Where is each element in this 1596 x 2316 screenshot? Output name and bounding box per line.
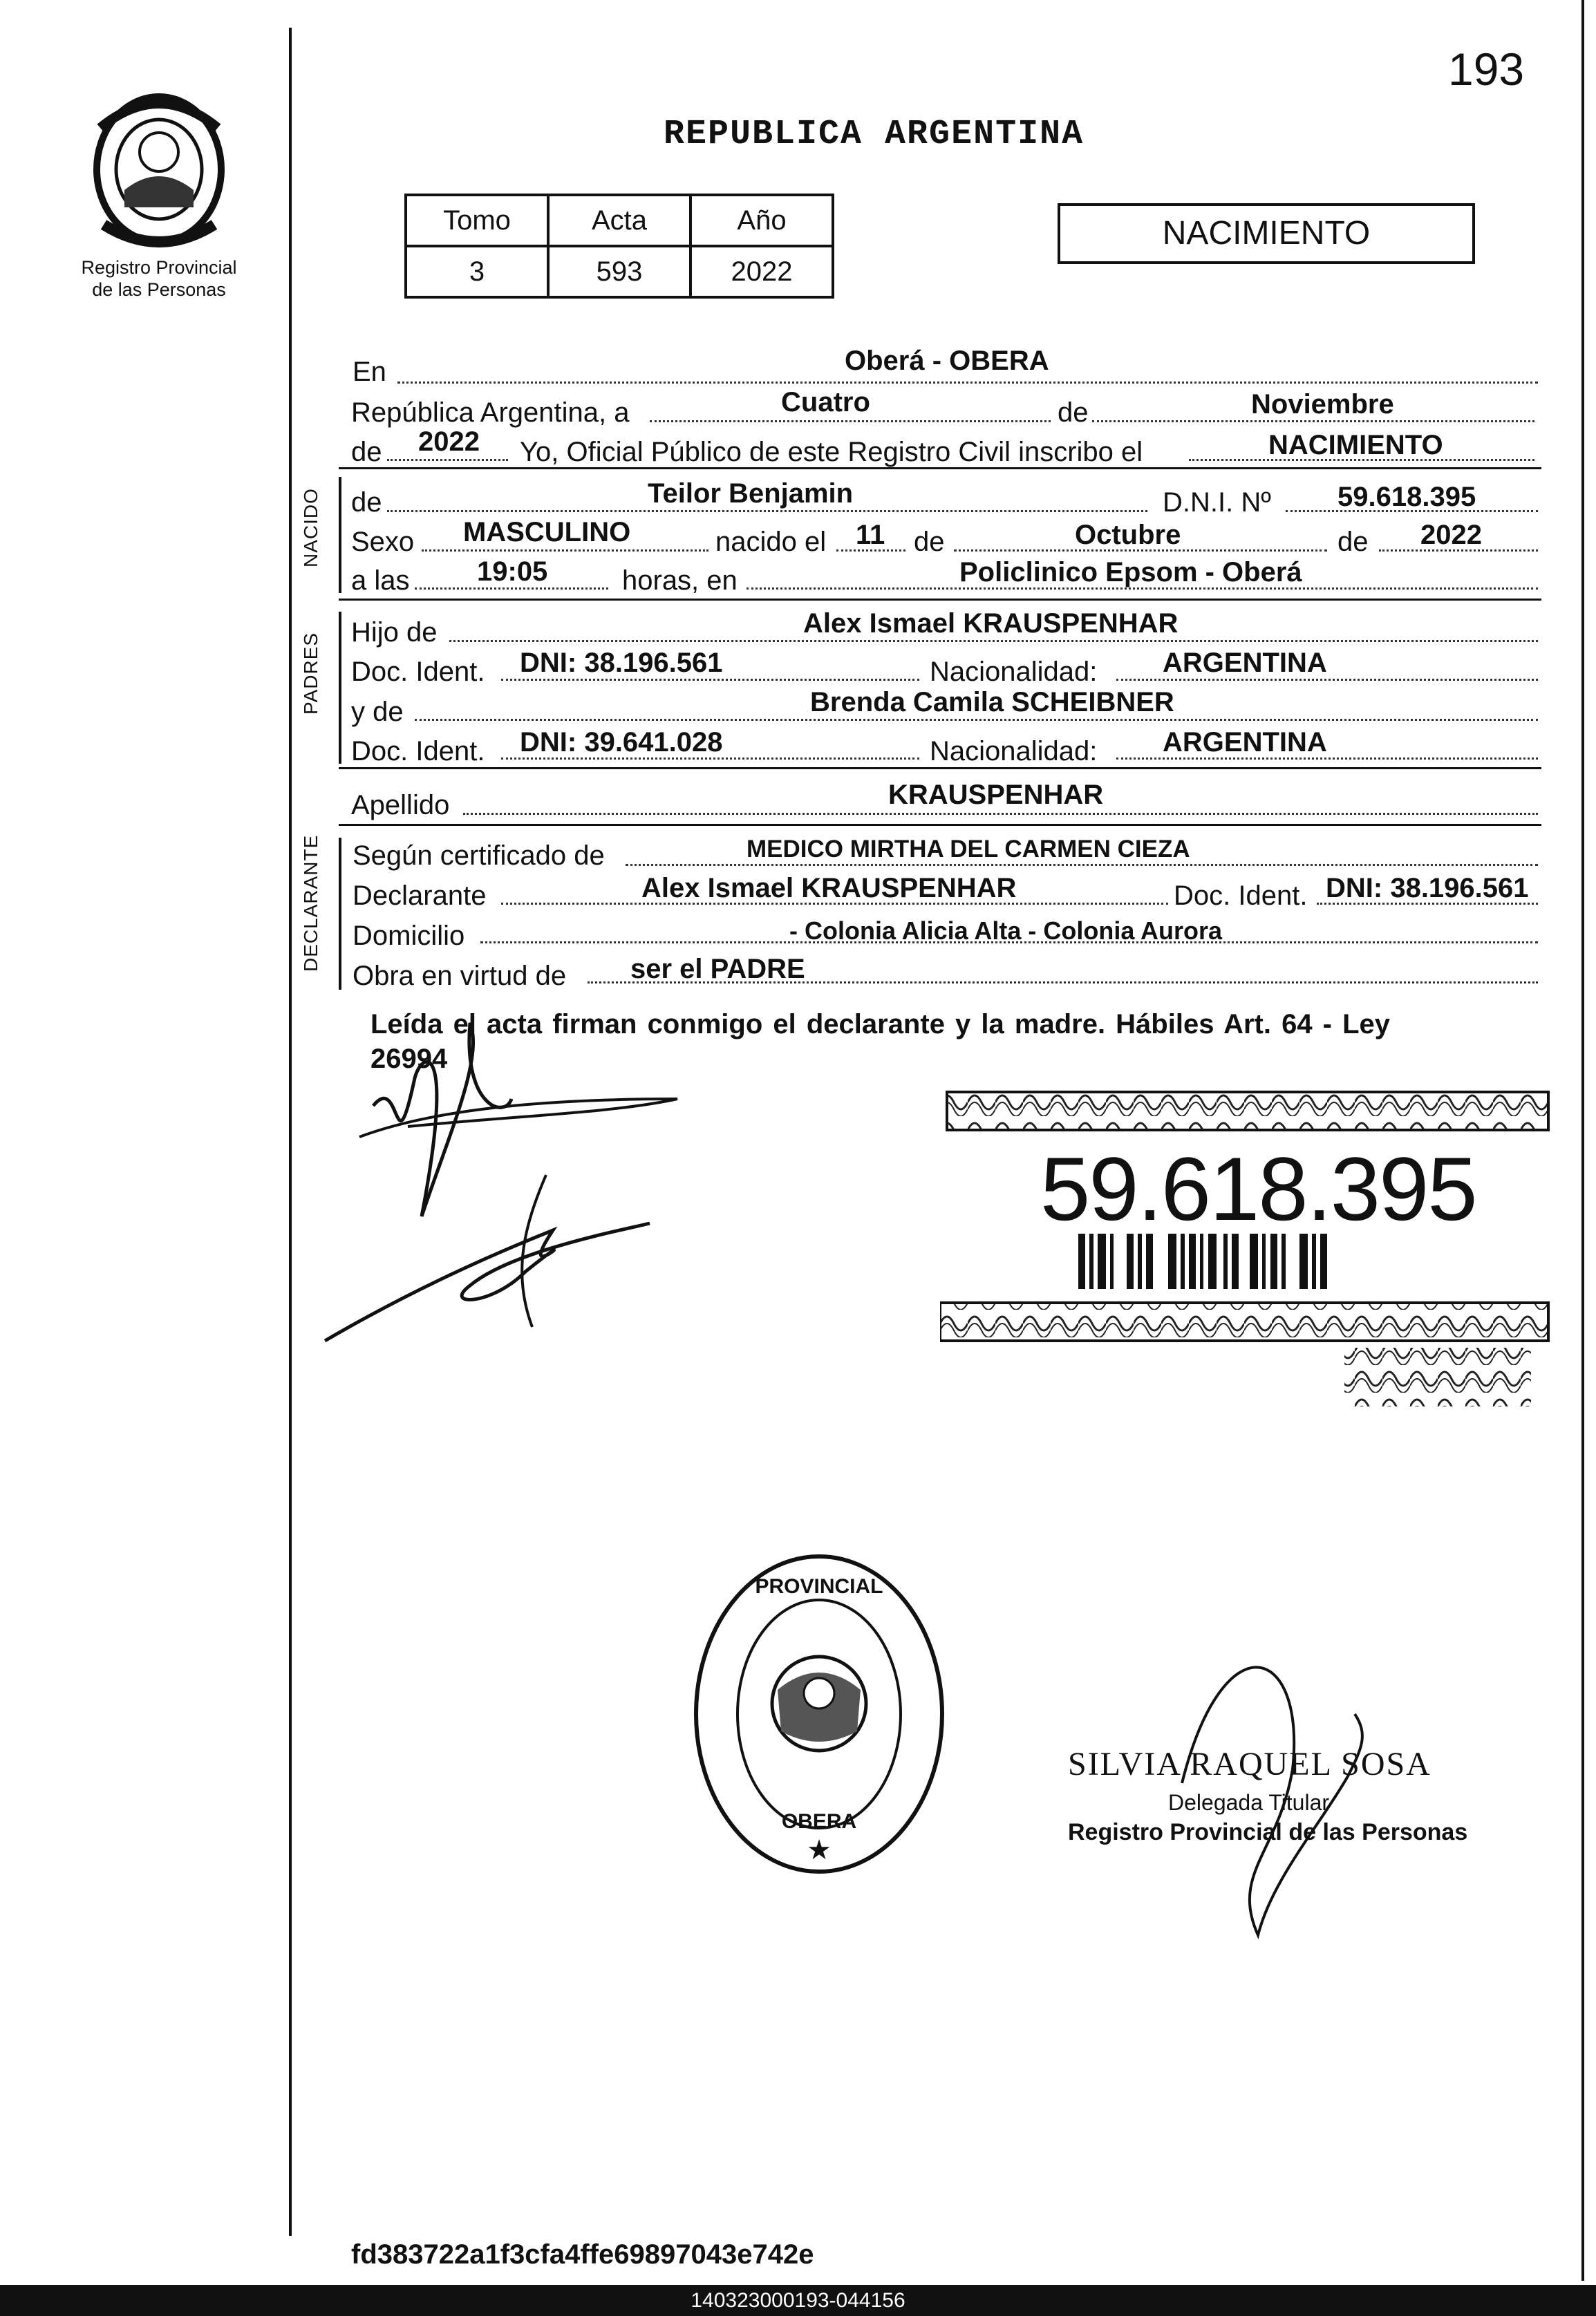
father-doc-label: Doc. Ident. — [351, 657, 485, 687]
svg-text:OBERA: OBERA — [781, 1810, 857, 1833]
anio-value: 2022 — [691, 246, 833, 297]
birth-year: 2022 — [1420, 520, 1482, 550]
dotted-line — [415, 587, 608, 590]
seal-emblem-icon — [691, 1552, 947, 1876]
de-label-4: de — [1337, 527, 1369, 557]
nacido-bar — [339, 477, 341, 593]
declarante-doc: DNI: 38.196.561 — [1326, 873, 1529, 903]
dni-label: D.N.I. Nº — [1163, 487, 1271, 518]
birth-time: 19:05 — [477, 556, 548, 587]
birth-month: Octubre — [1075, 520, 1181, 550]
record-type-box — [1058, 203, 1475, 264]
left-margin-line — [289, 28, 292, 2236]
declarante-label: Declarante — [353, 881, 487, 911]
svg-text:★: ★ — [807, 1835, 832, 1865]
section-divider — [339, 767, 1541, 769]
dotted-line — [397, 382, 1538, 384]
dotted-line — [747, 587, 1538, 590]
section-divider — [339, 467, 1541, 469]
closing-line-2: 26994 — [370, 1044, 448, 1074]
year-value: 2022 — [418, 426, 480, 457]
dotted-line — [1116, 757, 1538, 760]
birth-day: 11 — [856, 520, 885, 550]
dotted-line — [463, 813, 1538, 815]
document-hash: fd383722a1f3cfa4ffe69897043e742e — [351, 2239, 814, 2270]
record-type-label: NACIMIENTO — [1162, 215, 1371, 252]
declarante-section-label: DECLARANTE — [300, 834, 321, 972]
footer-barcode-strip — [0, 2285, 1596, 2316]
declarante-name: Alex Ismael KRAUSPENHAR — [641, 873, 1017, 903]
tomo-header: Tomo — [406, 195, 548, 246]
en-label: En — [353, 357, 386, 387]
section-divider — [339, 599, 1541, 601]
svg-text:PROVINCIAL: PROVINCIAL — [755, 1575, 883, 1598]
signature-declarante — [304, 995, 691, 1382]
padres-bar — [339, 612, 341, 764]
nacido-de-label: de — [351, 487, 382, 518]
de-label-2: de — [351, 437, 382, 467]
mother-name: Brenda Camila SCHEIBNER — [810, 687, 1174, 717]
horas-label: horas, en — [622, 565, 738, 596]
father-nationality: ARGENTINA — [1163, 648, 1327, 678]
official-org: Registro Provincial de las Personas — [1068, 1819, 1468, 1845]
dotted-line — [422, 549, 708, 552]
declarante-bar — [339, 838, 341, 990]
barcode-icon — [1078, 1234, 1327, 1289]
obra-value: ser el PADRE — [630, 954, 805, 984]
father-doc: DNI: 38.196.561 — [520, 648, 723, 678]
footer-barcode-text: 140323000193-044156 — [691, 2289, 905, 2312]
page-number: 193 — [1448, 44, 1525, 95]
mother-nat-label: Nacionalidad: — [930, 736, 1098, 766]
nacido-section-label: NACIDO — [300, 488, 321, 567]
section-divider — [339, 824, 1541, 826]
record-kind-value: NACIMIENTO — [1268, 430, 1443, 460]
tomo-value: 3 — [406, 246, 548, 297]
coat-of-arms-icon — [83, 86, 235, 252]
republica-label: República Argentina, a — [351, 397, 630, 428]
child-name: Teilor Benjamin — [648, 478, 854, 509]
closing-line-1: Leída el acta firman conmigo el declarante y la madre. Hábiles Art. 64 - Ley — [370, 1009, 1391, 1039]
cert-label: Según certificado de — [353, 840, 605, 871]
dotted-line — [501, 679, 919, 681]
provincial-logo — [83, 86, 235, 252]
de-label: de — [1058, 397, 1089, 428]
dotted-line — [650, 420, 1051, 422]
oficial-text: Yo, Oficial Público de este Registro Civil inscribo el — [520, 437, 1143, 467]
birth-place: Policlinico Epsom - Oberá — [959, 557, 1302, 587]
mother-doc: DNI: 39.641.028 — [520, 727, 723, 757]
official-seal — [691, 1552, 947, 1876]
cert-value: MEDICO MIRTHA DEL CARMEN CIEZA — [747, 836, 1190, 863]
a-las-label: a las — [351, 565, 410, 596]
logo-caption-1: Registro Provincial — [81, 257, 237, 278]
father-name: Alex Ismael KRAUSPENHAR — [803, 608, 1179, 639]
dotted-line — [415, 719, 1538, 721]
sexo-value: MASCULINO — [463, 517, 631, 547]
apellido-value: KRAUSPENHAR — [888, 780, 1104, 810]
day-value: Cuatro — [781, 387, 870, 417]
logo-caption-2: de las Personas — [92, 279, 226, 300]
acta-header: Acta — [548, 195, 691, 246]
nacido-el-label: nacido el — [715, 527, 827, 557]
anio-header: Año — [691, 195, 833, 246]
y-de-label: y de — [351, 697, 404, 727]
mother-nationality: ARGENTINA — [1163, 727, 1327, 757]
domicilio-label: Domicilio — [353, 921, 465, 951]
padres-section-label: PADRES — [300, 632, 321, 715]
child-dni: 59.618.395 — [1337, 482, 1476, 512]
place-value: Oberá - OBERA — [845, 346, 1049, 376]
acta-value: 593 — [548, 246, 691, 297]
mother-doc-label: Doc. Ident. — [351, 736, 485, 766]
obra-label: Obra en virtud de — [353, 961, 567, 991]
month-value: Noviembre — [1251, 389, 1394, 420]
de-label-3: de — [914, 527, 945, 557]
hijo-de-label: Hijo de — [351, 617, 438, 648]
official-name: SILVIA RAQUEL SOSA — [1068, 1746, 1431, 1782]
sticker-number: 59.618.395 — [1040, 1138, 1476, 1239]
dotted-line — [501, 757, 919, 760]
id-sticker — [940, 1089, 1555, 1413]
dotted-line — [1116, 679, 1538, 681]
document-title: REPUBLICA ARGENTINA — [664, 115, 1085, 154]
apellido-label: Apellido — [351, 790, 450, 820]
dotted-line — [449, 640, 1538, 642]
right-margin-line — [1581, 0, 1584, 2281]
dotted-line — [1092, 420, 1534, 422]
dotted-line — [387, 510, 1147, 512]
father-nat-label: Nacionalidad: — [930, 657, 1098, 687]
official-role: Delegada Titular — [1168, 1790, 1330, 1815]
sexo-label: Sexo — [351, 527, 415, 557]
decl-doc-label: Doc. Ident. — [1174, 881, 1308, 911]
domicilio-value: - Colonia Alicia Alta - Colonia Aurora — [789, 916, 1223, 945]
record-table — [404, 194, 834, 299]
dotted-line — [387, 459, 508, 461]
